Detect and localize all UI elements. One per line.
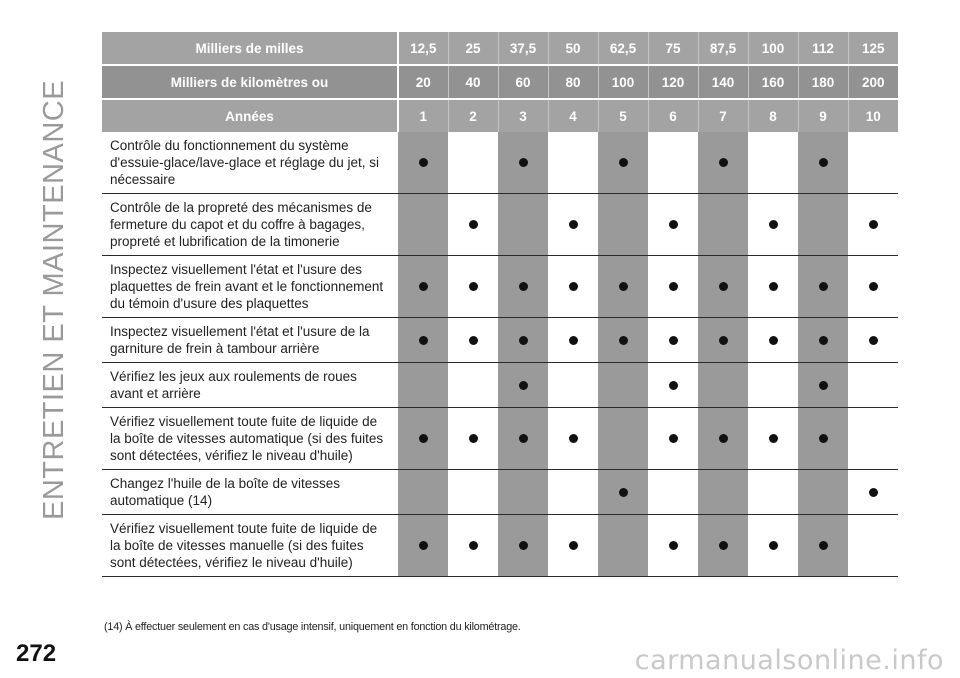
schedule-cell [848,515,898,577]
schedule-cell [448,408,498,470]
header-value: 112 [798,32,848,65]
schedule-cell [798,363,848,408]
table-row [102,515,898,577]
table-row [102,256,898,318]
schedule-cell [548,132,598,194]
operation-label: Changez l'huile de la boîte de vitesses automatique (14) [102,470,398,515]
schedule-cell [848,470,898,515]
schedule-cell [748,132,798,194]
check-dot-icon [419,336,428,345]
check-dot-icon [419,282,428,291]
schedule-cell [398,318,448,363]
schedule-cell [848,408,898,470]
schedule-cell [498,515,548,577]
schedule-cell [698,363,748,408]
check-dot-icon [719,282,728,291]
check-dot-icon [669,282,678,291]
check-dot-icon [769,541,778,550]
schedule-cell [748,408,798,470]
header-value: 50 [548,32,598,65]
check-dot-icon [869,336,878,345]
check-dot-icon [569,336,578,345]
schedule-cell [698,515,748,577]
check-dot-icon [669,336,678,345]
check-dot-icon [519,381,528,390]
header-value: 1 [398,99,448,132]
check-dot-icon [719,541,728,550]
header-value: 75 [648,32,698,65]
schedule-cell [648,132,698,194]
check-dot-icon [469,434,478,443]
schedule-cell [548,194,598,256]
check-dot-icon [569,541,578,550]
check-dot-icon [469,336,478,345]
check-dot-icon [819,434,828,443]
schedule-cell [648,408,698,470]
operation-label: Inspectez visuellement l'état et l'usure de la garniture de frein à tambour arrière [102,318,398,363]
schedule-cell [598,515,648,577]
check-dot-icon [669,541,678,550]
header-value: 120 [648,65,698,99]
schedule-cell [398,256,448,318]
schedule-cell [498,363,548,408]
header-value: 6 [648,99,698,132]
section-title-vertical: ENTRETIEN ET MAINTENANCE [38,79,70,520]
footnote: (14) À effectuer seulement en cas d'usage intensif, uniquement en fonction du kilométrage. [104,621,521,633]
check-dot-icon [619,282,628,291]
schedule-cell [698,256,748,318]
check-dot-icon [469,282,478,291]
operation-label: Contrôle du fonctionnement du système d'essuie-glace/lave-glace et réglage du jet, si nécessaire [102,132,398,194]
check-dot-icon [819,336,828,345]
check-dot-icon [569,220,578,229]
schedule-cell [848,194,898,256]
schedule-cell [398,470,448,515]
header-value: 62,5 [598,32,648,65]
check-dot-icon [669,220,678,229]
header-value: 60 [498,65,548,99]
check-dot-icon [419,541,428,550]
schedule-cell [598,132,648,194]
schedule-cell [598,470,648,515]
check-dot-icon [869,488,878,497]
check-dot-icon [669,434,678,443]
check-dot-icon [419,158,428,167]
table-row [102,194,898,256]
check-dot-icon [819,282,828,291]
check-dot-icon [869,220,878,229]
schedule-cell [798,194,848,256]
header-value: 100 [748,32,798,65]
schedule-cell [448,363,498,408]
header-value: 80 [548,65,598,99]
check-dot-icon [519,158,528,167]
schedule-cell [598,363,648,408]
schedule-cell [498,256,548,318]
header-value: 8 [748,99,798,132]
schedule-cell [698,408,748,470]
check-dot-icon [769,434,778,443]
check-dot-icon [569,282,578,291]
schedule-cell [448,318,498,363]
schedule-cell [498,408,548,470]
check-dot-icon [819,158,828,167]
check-dot-icon [769,220,778,229]
check-dot-icon [519,541,528,550]
schedule-cell [748,515,798,577]
header-value: 4 [548,99,598,132]
schedule-cell [648,470,698,515]
check-dot-icon [769,336,778,345]
header-value: 9 [798,99,848,132]
check-dot-icon [619,488,628,497]
check-dot-icon [569,434,578,443]
schedule-cell [748,318,798,363]
schedule-cell [498,132,548,194]
schedule-cell [598,256,648,318]
header-row [102,32,898,65]
schedule-cell [448,256,498,318]
check-dot-icon [519,336,528,345]
schedule-cell [498,194,548,256]
schedule-cell [798,132,848,194]
schedule-cell [648,194,698,256]
schedule-cell [648,318,698,363]
schedule-body [102,32,898,577]
check-dot-icon [669,381,678,390]
schedule-cell [448,132,498,194]
schedule-cell [798,408,848,470]
operation-label: Vérifiez les jeux aux roulements de roues avant et arrière [102,363,398,408]
header-value: 2 [448,99,498,132]
schedule-cell [548,470,598,515]
maintenance-schedule-table [102,32,898,577]
header-value: 10 [848,99,898,132]
schedule-cell [498,470,548,515]
schedule-cell [548,408,598,470]
check-dot-icon [619,158,628,167]
schedule-cell [848,318,898,363]
schedule-cell [848,132,898,194]
check-dot-icon [769,282,778,291]
header-value: 125 [848,32,898,65]
operation-label: Vérifiez visuellement toute fuite de liquide de la boîte de vitesses automatique (si des fuites sont détectées, vérifiez le niveau d'huile) [102,408,398,470]
check-dot-icon [869,282,878,291]
schedule-cell [598,318,648,363]
schedule-cell [448,470,498,515]
schedule-cell [698,470,748,515]
schedule-cell [698,318,748,363]
header-value: 12,5 [398,32,448,65]
check-dot-icon [719,336,728,345]
operation-label: Contrôle de la propreté des mécanismes de fermeture du capot et du coffre à bagages, propreté et lubrification de la timonerie [102,194,398,256]
page-number: 272 [16,640,57,667]
check-dot-icon [619,336,628,345]
schedule-cell [798,470,848,515]
schedule-cell [698,194,748,256]
header-row [102,99,898,132]
check-dot-icon [819,541,828,550]
operation-label: Vérifiez visuellement toute fuite de liquide de la boîte de vitesses manuelle (si des fuites sont détectées, vérifiez le niveau d'huile) [102,515,398,577]
header-label: Milliers de milles [102,32,398,65]
schedule-cell [798,318,848,363]
schedule-cell [798,515,848,577]
schedule-cell [398,132,448,194]
header-value: 200 [848,65,898,99]
header-value: 180 [798,65,848,99]
header-value: 40 [448,65,498,99]
schedule-cell [548,363,598,408]
header-value: 7 [698,99,748,132]
schedule-cell [748,470,798,515]
check-dot-icon [819,381,828,390]
schedule-cell [748,363,798,408]
schedule-cell [398,408,448,470]
schedule-cell [748,256,798,318]
schedule-cell [398,515,448,577]
header-value: 140 [698,65,748,99]
check-dot-icon [469,541,478,550]
check-dot-icon [719,434,728,443]
schedule-cell [848,363,898,408]
header-value: 100 [598,65,648,99]
table-row [102,318,898,363]
table-row [102,408,898,470]
schedule-cell [748,194,798,256]
operation-label: Inspectez visuellement l'état et l'usure des plaquettes de frein avant et le fonctionnement du témoin d'usure des plaquettes [102,256,398,318]
schedule-cell [598,408,648,470]
schedule-cell [648,256,698,318]
schedule-cell [548,256,598,318]
header-value: 37,5 [498,32,548,65]
table-row [102,470,898,515]
check-dot-icon [419,434,428,443]
header-label: Milliers de kilomètres ou [102,65,398,99]
schedule-cell [698,132,748,194]
schedule-cell [798,256,848,318]
header-value: 20 [398,65,448,99]
check-dot-icon [469,220,478,229]
schedule-cell [448,515,498,577]
check-dot-icon [519,434,528,443]
check-dot-icon [719,158,728,167]
schedule-cell [398,194,448,256]
schedule-cell [448,194,498,256]
table-row [102,132,898,194]
table-row [102,363,898,408]
header-label: Années [102,99,398,132]
header-value: 87,5 [698,32,748,65]
watermark-text: carmanualsonline.info [634,645,944,676]
header-value: 25 [448,32,498,65]
schedule-cell [598,194,648,256]
schedule-cell [848,256,898,318]
check-dot-icon [519,282,528,291]
header-value: 5 [598,99,648,132]
schedule-cell [648,515,698,577]
schedule-cell [548,515,598,577]
header-value: 3 [498,99,548,132]
schedule-cell [498,318,548,363]
schedule-cell [398,363,448,408]
header-value: 160 [748,65,798,99]
schedule-cell [648,363,698,408]
schedule-cell [548,318,598,363]
header-row [102,65,898,99]
